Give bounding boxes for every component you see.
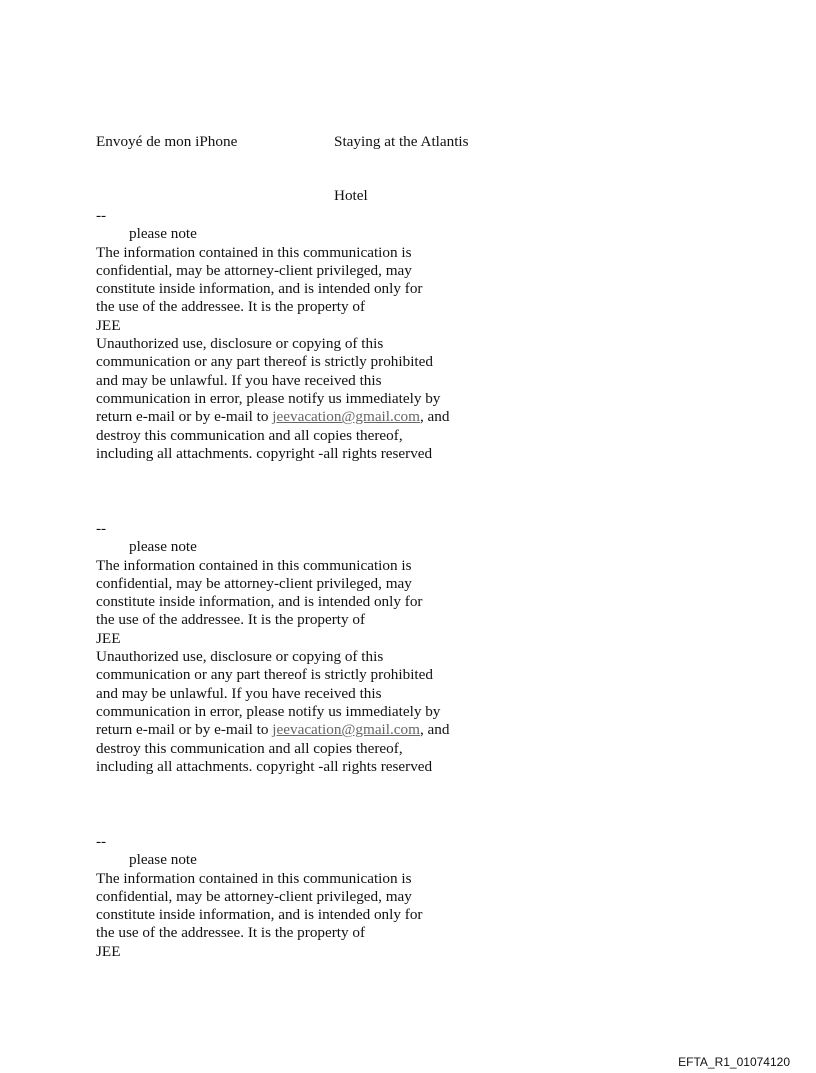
document-id: EFTA_R1_01074120 [678, 1055, 790, 1069]
disclaimer-line: destroy this communication and all copies thereof, [96, 739, 403, 757]
disclaimer-owner: JEE [96, 316, 121, 334]
disclaimer-line: and may be unlawful. If you have received this [96, 371, 382, 389]
disclaimer-line: confidential, may be attorney-client privileged, may [96, 887, 412, 905]
separator: -- [96, 833, 107, 850]
disclaimer-line: constitute inside information, and is intended only for [96, 593, 423, 611]
disclaimer-line: the use of the addressee. It is the property of [96, 924, 366, 942]
subject-line-2: Hotel [334, 187, 368, 205]
separator: -- [96, 207, 107, 224]
disclaimer-line: The information contained in this communication is [96, 869, 412, 887]
disclaimer-line: constitute inside information, and is intended only for [96, 906, 423, 924]
disclaimer-email-line [96, 408, 449, 426]
disclaimer-line: destroy this communication and all copies thereof, [96, 426, 403, 444]
disclaimer-block-3 [96, 833, 422, 961]
please-note-heading: please note [129, 538, 197, 556]
disclaimer-line: confidential, may be attorney-client privileged, may [96, 261, 412, 279]
disclaimer-line: The information contained in this communication is [96, 243, 412, 261]
disclaimer-line: communication or any part thereof is strictly prohibited [96, 666, 433, 684]
please-note-heading: please note [129, 851, 197, 869]
disclaimer-line: communication in error, please notify us immediately by [96, 702, 441, 720]
disclaimer-owner: JEE [96, 942, 121, 960]
disclaimer-block-2 [96, 520, 449, 776]
subject-line-1: Staying at the Atlantis [334, 132, 469, 150]
sent-from-signature: Envoyé de mon iPhone [96, 133, 238, 150]
email-subject [334, 96, 469, 224]
please-note-heading: please note [129, 225, 197, 243]
disclaimer-owner: JEE [96, 629, 121, 647]
email-line-suffix: , and [419, 721, 450, 739]
email-link[interactable]: jeevacation@gmail.com [272, 408, 420, 426]
email-line-prefix: return e-mail or by e-mail to [96, 721, 273, 739]
disclaimer-line: and may be unlawful. If you have received this [96, 684, 382, 702]
disclaimer-line: including all attachments. copyright -all rights reserved [96, 757, 433, 775]
email-link[interactable]: jeevacation@gmail.com [272, 721, 420, 739]
disclaimer-line: Unauthorized use, disclosure or copying of this [96, 335, 384, 353]
disclaimer-line: communication in error, please notify us immediately by [96, 389, 441, 407]
disclaimer-block-1 [96, 207, 449, 463]
separator: -- [96, 520, 107, 537]
disclaimer-line: the use of the addressee. It is the property of [96, 298, 366, 316]
disclaimer-line: constitute inside information, and is intended only for [96, 280, 423, 298]
email-line-suffix: , and [419, 408, 450, 426]
disclaimer-line: The information contained in this communication is [96, 556, 412, 574]
disclaimer-line: Unauthorized use, disclosure or copying of this [96, 648, 384, 666]
disclaimer-line: communication or any part thereof is strictly prohibited [96, 353, 433, 371]
email-line-prefix: return e-mail or by e-mail to [96, 408, 273, 426]
disclaimer-email-line [96, 721, 449, 739]
disclaimer-line: confidential, may be attorney-client privileged, may [96, 574, 412, 592]
disclaimer-line: including all attachments. copyright -all rights reserved [96, 444, 433, 462]
disclaimer-line: the use of the addressee. It is the property of [96, 611, 366, 629]
